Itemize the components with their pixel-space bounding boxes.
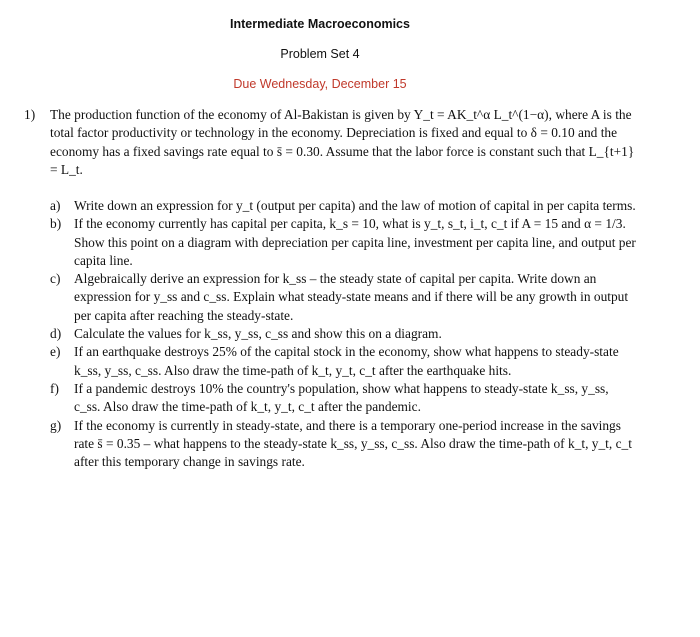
part-text: If a pandemic destroys 10% the country's population, show what happens to steady-state k_ss, y_ss, c_ss. Also draw the time-path of k_t, y_t, c_t after the pandemic. xyxy=(74,380,609,415)
part-c xyxy=(50,270,638,325)
part-g xyxy=(50,417,638,472)
part-text: If an earthquake destroys 25% of the capital stock in the economy, show what happens to steady-state k_ss, y_ss, c_ss. Also draw the time-path of k_t, y_t, c_t after the earthquake hits. xyxy=(74,344,619,378)
problem-set-title: Problem Set 4 xyxy=(280,47,360,61)
question-number: 1) xyxy=(24,107,36,122)
part-label: g) xyxy=(50,417,62,433)
part-text: Write down an expression for y_t (output per capita) and the law of motion of capital in per capita terms. xyxy=(74,198,636,213)
part-b xyxy=(50,215,638,270)
part-text: Calculate the values for k_ss, y_ss, c_ss and show this on a diagram. xyxy=(74,326,442,342)
question-parts xyxy=(50,197,638,471)
part-label: d) xyxy=(50,326,62,342)
part-label: b) xyxy=(50,216,62,232)
question-intro: The production function of the economy of Al-Bakistan is given by Y_t = AK_t^α L_t^(1−α), where A is the total factor productivity or technology in the economy. Depreciation is fixed and equal to δ = 0.10 and the economy has a fixed savings rate equal to s̄ = 0.30. Assume that the labor force is constant such that L_{t+1} = L_t. xyxy=(50,107,635,177)
part-f xyxy=(50,380,638,417)
part-text: If the economy currently has capital per capita, k_s = 10, what is y_t, s_t, i_t, c_t if A = 15 and α = 1/3. Show this point on a diagram with depreciation per capita line, investment per capita line, and output per capita line. xyxy=(74,216,636,268)
part-e xyxy=(50,343,638,380)
part-a xyxy=(50,197,638,215)
part-d xyxy=(50,325,638,343)
course-title: Intermediate Macroeconomics xyxy=(230,17,410,31)
part-label: f) xyxy=(50,380,59,396)
due-date: Due Wednesday, December 15 xyxy=(233,77,407,91)
part-label: a) xyxy=(50,198,61,213)
part-text: Algebraically derive an expression for k_ss – the steady state of capital per capita. Write down an expression for y_ss and c_ss. Explain what steady-state means and if there will be any growth in output per capita after reaching the steady-state. xyxy=(74,271,629,323)
part-label: e) xyxy=(50,344,61,360)
part-text: If the economy is currently in steady-state, and there is a temporary one-period increase in the savings rate s̄ = 0.35 – what happens to the steady-state k_ss, y_ss, c_ss. Also draw the time-path of k_t, y_t, c_t after this temporary change in savings rate. xyxy=(74,417,632,470)
part-label: c) xyxy=(50,271,61,287)
